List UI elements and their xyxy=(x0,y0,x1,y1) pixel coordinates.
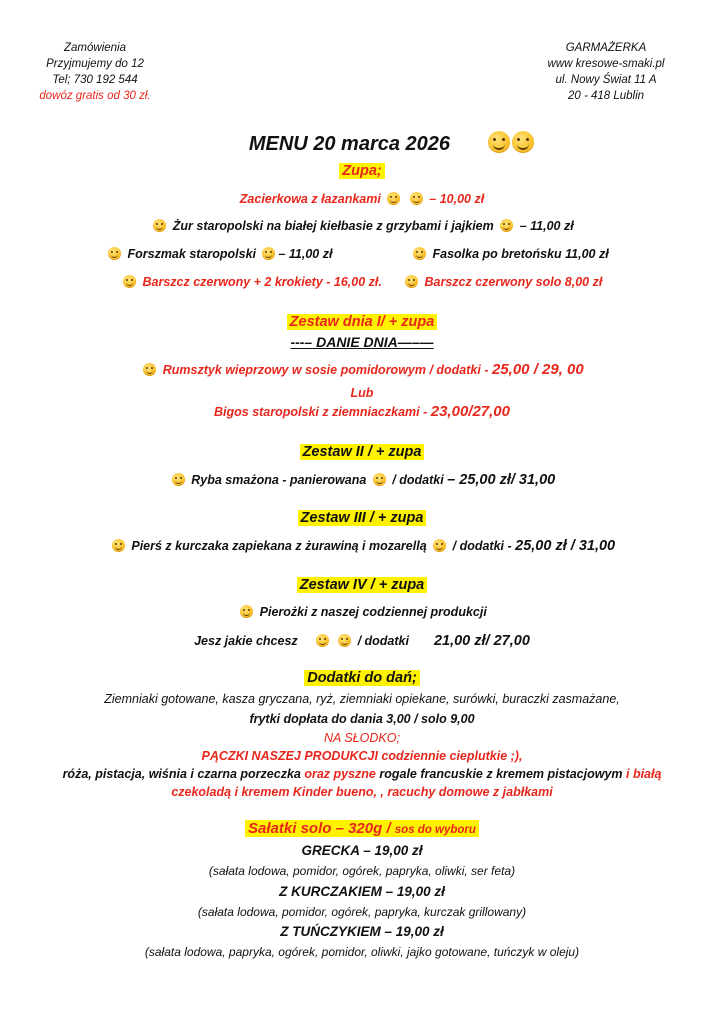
salads-heading xyxy=(0,820,724,837)
set4-item-pierozki xyxy=(0,605,724,619)
salad-greek-desc-text: (sałata lodowa, pomidor, ogórek, papryka, oliwki, ser feta) xyxy=(208,864,516,878)
soup-item-price: – 11,00 zł xyxy=(519,219,574,233)
donuts-text: PĄCZKI NASZEJ PRODUKCJI codziennie cieplutkie ;), xyxy=(201,749,523,763)
set4-item-choice-name: Jesz jakie chcesz xyxy=(194,634,298,648)
salad-chicken xyxy=(0,884,724,899)
soup-item-name: Fasolka po bretońsku 11,00 zł xyxy=(432,247,609,261)
winking-face-icon xyxy=(143,363,156,376)
winking-face-icon xyxy=(172,473,185,486)
fries-price-text: frytki dopłata do dania 3,00 / solo 9,00 xyxy=(249,712,475,726)
sweets-heading xyxy=(0,731,724,745)
set1-or-text: Lub xyxy=(350,386,374,400)
winking-face-icon xyxy=(512,131,534,153)
set3-heading xyxy=(0,510,724,526)
set1-or xyxy=(0,386,724,400)
menu-title-text: MENU 20 marca 2026 xyxy=(248,133,451,155)
soup-item-fasolka xyxy=(410,247,609,261)
soup-item-name: Barszcz czerwony solo 8,00 zł xyxy=(424,275,603,289)
set3-item-price: 25,00 zł / 31,00 xyxy=(515,538,616,554)
white-text: i białą xyxy=(622,767,662,781)
winking-face-icon xyxy=(373,473,386,486)
order-hours: Przyjmujemy do 12 xyxy=(46,58,144,70)
soup-item-name: Żur staropolski na białej kiełbasie z grzybami i jajkiem xyxy=(172,219,494,233)
winking-face-icon xyxy=(387,192,400,205)
set3-item-piers xyxy=(0,538,724,554)
salads-sauce-note: sos do wyboru xyxy=(394,824,476,836)
winking-face-icon xyxy=(262,247,275,260)
donuts-line xyxy=(0,749,724,763)
set4-item-sides: / dodatki xyxy=(357,634,409,648)
set1-item-price: 25,00 / 29, 00 xyxy=(491,361,584,378)
winking-face-icon xyxy=(338,634,351,647)
winking-face-icon xyxy=(413,247,426,260)
winking-face-icon xyxy=(500,219,513,232)
winking-face-icon xyxy=(240,605,253,618)
winking-face-icon xyxy=(108,247,121,260)
sides-heading xyxy=(0,670,724,686)
sides-list-text: Ziemniaki gotowane, kasza gryczana, ryż, ziemniaki opiekane, surówki, buraczki zasmażane, xyxy=(104,692,620,706)
set3-item-sides: / dodatki - xyxy=(452,539,512,553)
order-label: Zamówienia xyxy=(64,42,126,54)
salad-tuna xyxy=(0,924,724,939)
soup-heading-text: Zupa; xyxy=(339,163,384,179)
sweets-more xyxy=(0,785,724,799)
shop-website[interactable]: www kresowe-smaki.pl xyxy=(547,58,665,70)
shop-name: GARMAŻERKA xyxy=(565,42,647,54)
soup-item-price: – 11,00 zł xyxy=(278,247,333,261)
winking-face-icon xyxy=(488,131,510,153)
set4-heading-text: Zestaw IV / + zupa xyxy=(297,577,428,593)
soup-item-zur xyxy=(0,219,724,233)
salad-chicken-desc-text: (sałata lodowa, pomidor, ogórek, papryka, kurczak grillowany) xyxy=(197,905,527,919)
shop-street: ul. Nowy Świat 11 A xyxy=(555,74,657,86)
shop-city: 20 - 418 Lublin xyxy=(567,90,645,102)
salad-greek xyxy=(0,843,724,858)
soup-item-price: – 10,00 zł xyxy=(429,192,485,206)
salad-chicken-desc xyxy=(0,905,724,919)
set2-item-name: Ryba smażona - panierowana xyxy=(191,473,367,487)
winking-face-icon xyxy=(410,192,423,205)
set1-item-name: Bigos staropolski z ziemniaczkami - xyxy=(214,405,428,419)
set3-heading-text: Zestaw III / + zupa xyxy=(298,510,427,526)
croissants-text: rogale francuskie z kremem pistacjowym xyxy=(379,767,623,781)
soup-item-name: Zacierkowa z łazankami xyxy=(239,192,381,206)
set1-item-price: 23,00/27,00 xyxy=(430,403,510,420)
sweets-heading-text: NA SŁODKO; xyxy=(324,731,400,745)
soup-item-name: Forszmak staropolski xyxy=(127,247,256,261)
set1-item-bigos xyxy=(0,403,724,420)
menu-title xyxy=(0,131,724,156)
set2-item-ryba xyxy=(0,472,724,488)
set3-item-name: Pierś z kurczaka zapiekana z żurawiną i mozarellą xyxy=(131,539,427,553)
daily-dish-heading xyxy=(0,334,724,350)
salad-chicken-name: Z KURCZAKIEM – 19,00 zł xyxy=(279,884,445,899)
donut-flavors xyxy=(0,767,724,781)
delivery-note: dowóz gratis od 30 zł. xyxy=(39,90,151,102)
set4-heading xyxy=(0,577,724,593)
set2-item-sides: / dodatki xyxy=(392,473,444,487)
set2-heading xyxy=(0,444,724,460)
shop-info xyxy=(506,40,706,104)
set1-item-rumsztyk xyxy=(0,361,724,378)
order-info xyxy=(20,40,170,104)
set1-item-name: Rumsztyk wieprzowy w sosie pomidorowym / dodatki - xyxy=(162,363,489,377)
donut-flavors-text: róża, pistacja, wiśnia i czarna porzeczka xyxy=(62,767,301,781)
fries-price xyxy=(0,712,724,726)
soup-heading xyxy=(0,163,724,179)
salad-greek-name: GRECKA – 19,00 zł xyxy=(301,843,423,858)
sweets-more-text: czekoladą i kremem Kinder bueno, , racuchy domowe z jabłkami xyxy=(171,785,553,799)
salad-tuna-desc-text: (sałata lodowa, papryka, ogórek, pomidor, oliwki, jajko gotowane, tuńczyk w oleju) xyxy=(144,945,580,959)
phone-number: Tel; 730 192 544 xyxy=(52,74,138,86)
soup-item-name: Barszcz czerwony + 2 krokiety - 16,00 zł. xyxy=(142,275,382,289)
soup-item-zacierkowa xyxy=(0,192,724,206)
daily-dish-heading-text: ---– DANIE DNIA—–— xyxy=(290,334,434,350)
winking-face-icon xyxy=(433,539,446,552)
winking-face-icon xyxy=(153,219,166,232)
sides-heading-text: Dodatki do dań; xyxy=(304,670,420,686)
set2-item-price: – 25,00 zł/ 31,00 xyxy=(447,472,556,488)
salad-greek-desc xyxy=(0,864,724,878)
winking-face-icon xyxy=(405,275,418,288)
soup-item-barszcz-solo xyxy=(402,275,602,289)
and-tasty-text: oraz pyszne xyxy=(300,767,380,781)
soup-item-forszmak xyxy=(105,247,332,261)
set4-item-choice xyxy=(0,633,724,649)
sides-list xyxy=(0,692,724,706)
salad-tuna-name: Z TUŃCZYKIEM – 19,00 zł xyxy=(280,924,444,939)
salad-tuna-desc xyxy=(0,945,724,959)
set2-heading-text: Zestaw II / + zupa xyxy=(300,444,425,460)
soup-item-barszcz-krokiety xyxy=(120,275,382,289)
winking-face-icon xyxy=(123,275,136,288)
salads-heading-text: Sałatki solo – 320g / xyxy=(248,820,395,837)
set1-heading-text: Zestaw dnia I/ + zupa xyxy=(287,314,438,330)
winking-face-icon xyxy=(112,539,125,552)
set4-item-name: Pierożki z naszej codziennej produkcji xyxy=(259,605,487,619)
set1-heading xyxy=(0,314,724,330)
set4-item-price: 21,00 zł/ 27,00 xyxy=(433,633,530,649)
winking-face-icon xyxy=(316,634,329,647)
